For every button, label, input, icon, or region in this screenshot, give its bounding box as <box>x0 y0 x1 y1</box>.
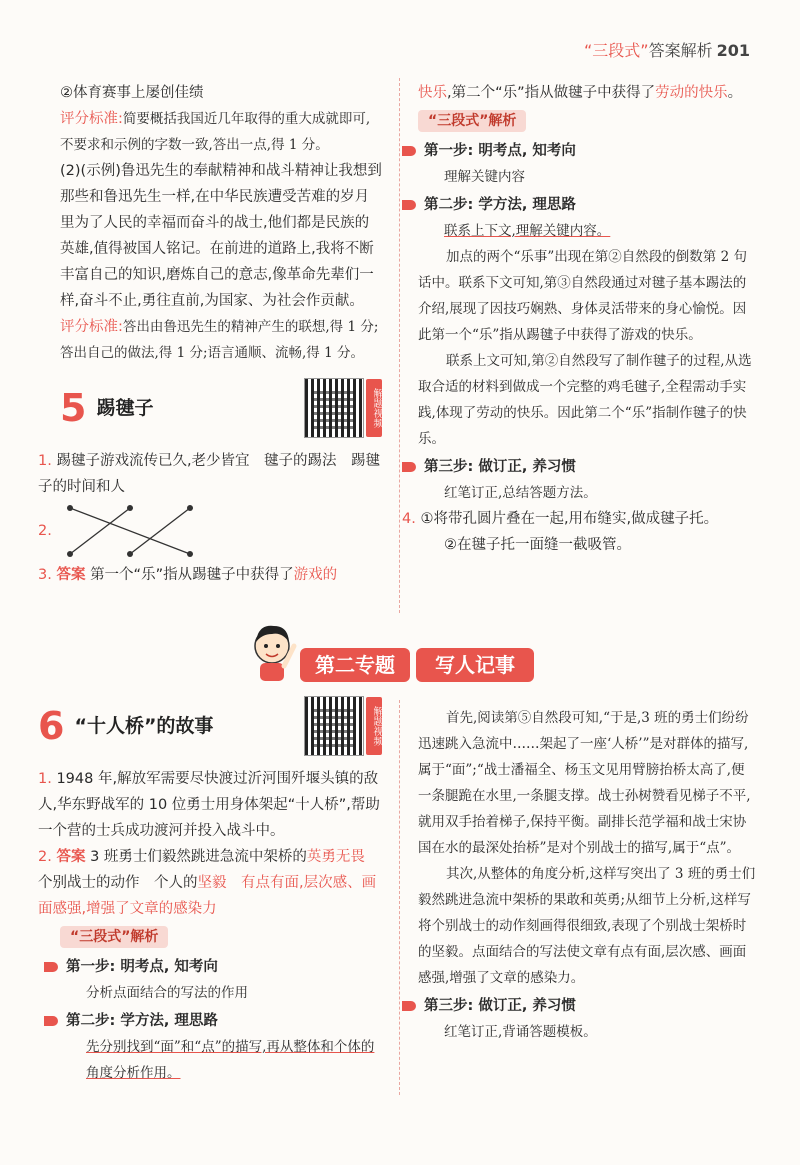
step-text: 理解关键内容 <box>444 169 525 185</box>
cartoon-boy-icon <box>248 616 300 686</box>
qr-code-icon[interactable] <box>304 378 364 438</box>
analysis-paragraph: 首先,阅读第⑤自然段可知,“于是,3 班的勇士们纷纷迅速跳入急流中……架起了一座‘人桥’”是对群体的描写,属于“面”;“战士潘福全、杨玉文见用臂膀抬桥太高了,便一条腿跪在水里,一条腿支撑。战士孙树赞看见梯子不平,就用双手抬着梯子,保持平衡。副排长范学福和战士宋协国在水的最深处抬桥”是对个别战士的描写,属于“点”。 <box>418 710 751 856</box>
criteria-label: 评分标准: <box>60 319 123 335</box>
punctuation: 。 <box>727 85 743 101</box>
answer-continuation: ,第二个“乐”指从做毽子中获得了 <box>447 85 656 101</box>
example-paragraph: (2)(示例)鲁迅先生的奉献精神和战斗精神让我想到那些和鲁迅先生一样,在中华民族遭受苦难的岁月里为了人民的幸福而奋斗的战士,他们都是民族的英雄,值得被国人铭记。在前进的道路上,我将不断丰富自己的知识,磨炼自己的意志,像革命先辈们一样,奋斗不止,勇往直前,为国家、为社会作贡献。 <box>60 163 382 309</box>
section-name: 踢毽子 <box>96 397 154 419</box>
step-title: 第一步: 明考点, 知考向 <box>66 959 218 975</box>
step-title: 第二步: 学方法, 理思路 <box>66 1013 218 1029</box>
highlight-answer: 英勇无畏 <box>306 849 365 865</box>
step-text: 红笔订正,总结答题方法。 <box>444 485 597 501</box>
question-answer: ②在毽子托一面缝一截吸管。 <box>444 537 631 553</box>
section-number: 6 <box>38 704 65 748</box>
step-text: 联系上下文,理解关键内容。 <box>444 223 611 239</box>
column-divider-bottom <box>399 700 400 1095</box>
video-tag: 解题视频 <box>366 379 382 437</box>
question-number: 2. <box>38 523 52 539</box>
step-title: 第三步: 做订正, 养习惯 <box>424 998 576 1014</box>
highlight-answer: 快乐 <box>418 85 447 101</box>
step-1 <box>44 954 382 980</box>
question-answer: 个别战士的动作 个人的 <box>38 849 380 891</box>
left-column-bottom <box>38 690 382 1086</box>
right-column-bottom <box>418 705 756 1045</box>
arrow-icon <box>44 1016 58 1026</box>
step-text: 红笔订正,背诵答题模板。 <box>444 1024 597 1040</box>
question-number: 3. <box>38 567 52 583</box>
section-name: “十人桥”的故事 <box>74 715 214 737</box>
question-answer: 3 班勇士们毅然跳进急流中架桥的 <box>90 849 307 865</box>
arrow-icon <box>44 962 58 972</box>
topic-banner <box>248 638 548 688</box>
section-6-title <box>38 696 382 756</box>
page-header <box>584 38 750 61</box>
step-text: 分析点面结合的写法的作用 <box>86 985 248 1001</box>
matching-answer <box>38 500 382 562</box>
header-label: 答案解析 <box>648 41 713 60</box>
criteria-label: 评分标准: <box>60 111 123 127</box>
arrow-icon <box>402 200 416 210</box>
step-2 <box>402 192 756 218</box>
analysis-tag: “三段式”解析 <box>418 110 526 132</box>
column-divider-top <box>399 78 400 613</box>
header-quote: “三段式” <box>583 41 649 60</box>
step-title: 第三步: 做订正, 养习惯 <box>424 459 576 475</box>
question-number: 2. <box>38 849 52 865</box>
step-3 <box>402 454 756 480</box>
question-answer: 踢毽子游戏流传已久,老少皆宜 毽子的踢法 踢毽子的时间和人 <box>38 453 381 495</box>
banner-topic-number: 第二专题 <box>300 648 410 682</box>
question-answer: 1948 年,解放军需要尽快渡过沂河围歼堰头镇的敌人,华东野战军的 10 位勇士用身体架起“十人桥”,帮助一个营的士兵成功渡河并投入战斗中。 <box>38 771 380 839</box>
answer-label: 答案 <box>56 567 86 583</box>
step-title: 第一步: 明考点, 知考向 <box>424 143 576 159</box>
question-answer: 第一个“乐”指从踢毽子中获得了 <box>90 567 294 583</box>
criteria-text: 简要概括我国近几年取得的重大成就即可,不要求和示例的字数一致,答出一点,得 1 分。 <box>60 111 371 153</box>
page-number: 201 <box>716 41 750 60</box>
arrow-icon <box>402 146 416 156</box>
section-number: 5 <box>60 386 87 430</box>
qr-code-icon[interactable] <box>304 696 364 756</box>
arrow-icon <box>402 1001 416 1011</box>
banner-topic-name: 写人记事 <box>416 648 534 682</box>
analysis-tag: “三段式”解析 <box>60 926 168 948</box>
question-answer: ①将带孔圆片叠在一起,用布缝实,做成毽子托。 <box>420 511 719 527</box>
arrow-icon <box>402 462 416 472</box>
highlight-answer: 坚毅 <box>197 875 227 891</box>
highlight-answer: 劳动的快乐 <box>655 85 728 101</box>
answer-line: ②体育赛事上屡创佳绩 <box>60 85 204 101</box>
step-title: 第二步: 学方法, 理思路 <box>424 197 576 213</box>
right-column-top <box>402 80 756 558</box>
highlight-answer: 有点有面,层次感、画面感强,增强了文章的感染力 <box>38 875 377 917</box>
question-number: 4. <box>402 511 416 527</box>
step-3 <box>402 993 756 1019</box>
step-1 <box>402 138 756 164</box>
question-number: 1. <box>38 771 52 787</box>
highlight-answer: 游戏的 <box>293 567 338 583</box>
analysis-paragraph: 其次,从整体的角度分析,这样写突出了 3 班的勇士们毅然跳进急流中架桥的果敢和英勇;从细节上分析,这样写将个别战士的动作刻画得很细致,表现了个别战士架桥时的坚毅。点面结合的写法使文章有点有面,层次感、画面感强,增强了文章的感染力。 <box>418 866 756 986</box>
matching-lines-diagram <box>60 502 200 560</box>
criteria-text: 答出由鲁迅先生的精神产生的联想,得 1 分;答出自己的做法,得 1 分;语言通顺、流畅,得 1 分。 <box>60 319 379 361</box>
analysis-paragraph: 联系上文可知,第②自然段写了制作毽子的过程,从选取合适的材料到做成一个完整的鸡毛毽子,全程需动手实践,体现了劳动的快乐。因此第二个“乐”指制作毽子的快乐。 <box>418 353 752 447</box>
video-tag: 解题视频 <box>366 697 382 755</box>
analysis-paragraph: 加点的两个“乐事”出现在第②自然段的倒数第 2 句话中。联系下文可知,第③自然段通过对毽子基本踢法的介绍,展现了因技巧娴熟、身体灵活带来的身心愉悦。因此第一个“乐”指从踢毽子中获得了游戏的快乐。 <box>418 249 747 343</box>
step-text: 先分别找到“面”和“点”的描写,再从整体和个体的角度分析作用。 <box>86 1039 375 1081</box>
question-number: 1. <box>38 453 52 469</box>
section-5-title <box>60 378 382 438</box>
answer-label: 答案 <box>56 849 86 865</box>
step-2 <box>44 1008 382 1034</box>
left-column-top <box>38 80 382 588</box>
